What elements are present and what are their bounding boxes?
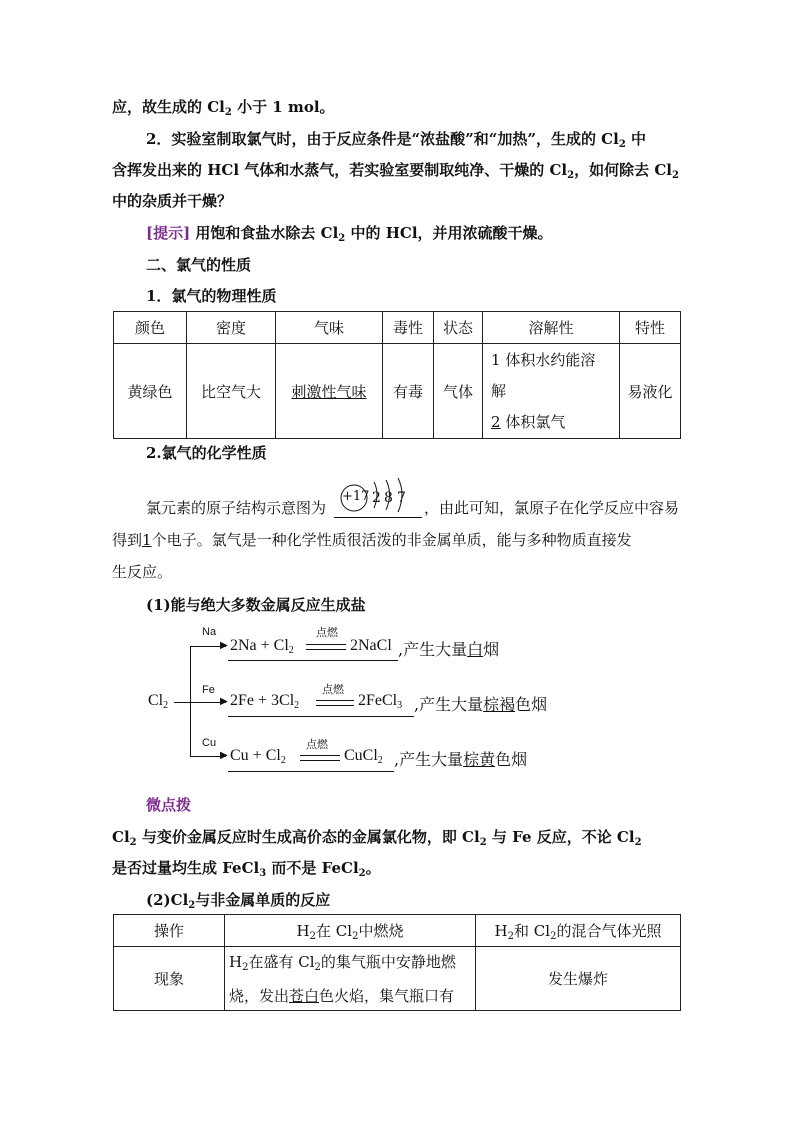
table-cell: 比空气大 — [187, 344, 276, 439]
table-cell: 有毒 — [383, 344, 434, 439]
hint-line: [提示] 用饱和食盐水除去 $Cl_2$ 中的 HCl，并用浓硫酸干燥。 — [146, 224, 553, 244]
header-cell: 溶解性 — [483, 312, 620, 344]
tip-title: 微点拨 — [146, 796, 192, 814]
table-cell: $H_2$在盛有 $Cl_2$的集气瓶中安静地燃 烧，发出苍白色火焰，集气瓶口有 — [225, 947, 476, 1011]
fe-rhs: 2FeCl$_3$ — [358, 692, 403, 711]
table-cell: 刺激性气味 — [276, 344, 383, 439]
branch-vertical — [190, 646, 191, 756]
electron-shell-1: 2 — [372, 490, 381, 506]
table-cell: 黄绿色 — [114, 344, 187, 439]
atom-line-pre: 氯元素的原子结构示意图为 — [146, 499, 327, 517]
header-cell: 气味 — [276, 312, 383, 344]
fe-label: Fe — [202, 684, 215, 696]
fe-condition: 点燃 — [322, 683, 344, 696]
cu-label: Cu — [202, 737, 217, 749]
solubility-cell: 1 体积水约能溶 解 2 体积氯气 — [483, 344, 620, 439]
electron-shell-2: 8 — [384, 490, 393, 506]
atom-line-2: 得到1个电子。氯气是一种化学性质很活泼的非金属单质，能与多种物质直接发 — [112, 531, 632, 549]
arrow-head-icon: ▶ — [220, 750, 228, 761]
cu-underline — [228, 771, 394, 772]
table-cell: 气体 — [434, 344, 483, 439]
electron-shell-3: 7 — [397, 490, 406, 506]
nonmetal-reaction-table — [113, 914, 681, 1011]
hint-tag: [提示] — [146, 224, 191, 242]
header-cell: $H_2$和 $Cl_2$的混合气体光照 — [476, 915, 681, 947]
table-cell: 发生爆炸 — [476, 947, 681, 1011]
branch-stem — [174, 702, 190, 703]
para-line-2: 2．实验室制取氯气时，由于反应条件是“浓盐酸”和“加热”，生成的 $Cl_2$ 中 — [146, 130, 647, 150]
para-line-3: 含挥发出来的 HCl 气体和水蒸气，若实验室要制取纯净、干燥的 $Cl_2$，如何除去 $Cl_2$ — [112, 161, 679, 181]
table-header-row — [114, 312, 681, 344]
atom-line-3: 生反应。 — [112, 563, 173, 581]
subsection-title-physical: 1．氯气的物理性质 — [146, 287, 277, 305]
na-lhs: $2Na + Cl_2$ — [230, 637, 294, 656]
fe-lhs: $2Fe + 3Cl_2$ — [230, 692, 300, 711]
table-cell: 现象 — [114, 947, 225, 1011]
cu-rhs: CuCl$_2$ — [344, 747, 383, 766]
fe-underline — [228, 716, 414, 717]
physical-properties-table — [113, 311, 681, 439]
cu-desc: ,产生大量棕黄色烟 — [394, 750, 528, 769]
na-desc: ,产生大量白烟 — [398, 640, 500, 659]
cl2-label: $Cl_2$ — [148, 692, 169, 711]
atom-line-post: ，由此可知，氯原子在化学反应中容易 — [424, 499, 680, 517]
na-equals — [306, 644, 346, 650]
table-cell: 易液化 — [620, 344, 681, 439]
header-cell: 毒性 — [383, 312, 434, 344]
table-row — [114, 344, 681, 439]
subsection-title-chemical: 2.氯气的化学性质 — [146, 444, 267, 462]
tip-line-1: $Cl_2$ 与变价金属反应时生成高价态的金属氯化物，即 $Cl_2$ 与 Fe 反应，不论 $Cl_2$ — [112, 828, 642, 848]
header-cell: 操作 — [114, 915, 225, 947]
header-cell: 特性 — [620, 312, 681, 344]
table-header-row — [114, 915, 681, 947]
cu-lhs: $Cu + Cl_2$ — [230, 747, 286, 766]
fe-equals — [316, 700, 354, 706]
atom-structure-diagram — [336, 472, 416, 516]
table-row — [114, 947, 681, 1011]
section-title: 二、氯气的性质 — [146, 256, 252, 274]
para-line-4: 中的杂质并干燥？ — [112, 192, 233, 210]
nucleus-charge: +17 — [342, 489, 370, 504]
tip-line-2: 是否过量均生成 FeCl$_3$ 而不是 FeCl$_2$。 — [112, 859, 381, 879]
header-cell: $H_2$在 $Cl_2$中燃烧 — [225, 915, 476, 947]
para-line-1: 应，故生成的 $Cl_2$ 小于 1 mol。 — [112, 98, 335, 118]
fe-desc: ,产生大量棕褐色烟 — [414, 695, 548, 714]
na-rhs: 2NaCl — [350, 637, 392, 654]
header-cell: 状态 — [434, 312, 483, 344]
cu-equals — [300, 755, 340, 761]
reaction-metal-title: (1)能与绝大多数金属反应生成盐 — [146, 596, 366, 614]
arrow-head-icon: ▶ — [220, 696, 228, 707]
arrow-head-icon: ▶ — [220, 640, 228, 651]
header-cell: 密度 — [187, 312, 276, 344]
diagram-underline — [334, 517, 422, 518]
na-underline — [228, 660, 398, 661]
na-label: Na — [202, 626, 217, 638]
header-cell: 颜色 — [114, 312, 187, 344]
cu-condition: 点燃 — [306, 738, 328, 751]
reaction-nonmetal-title: $(2)Cl_2$与非金属单质的反应 — [146, 891, 331, 911]
na-condition: 点燃 — [316, 626, 338, 639]
